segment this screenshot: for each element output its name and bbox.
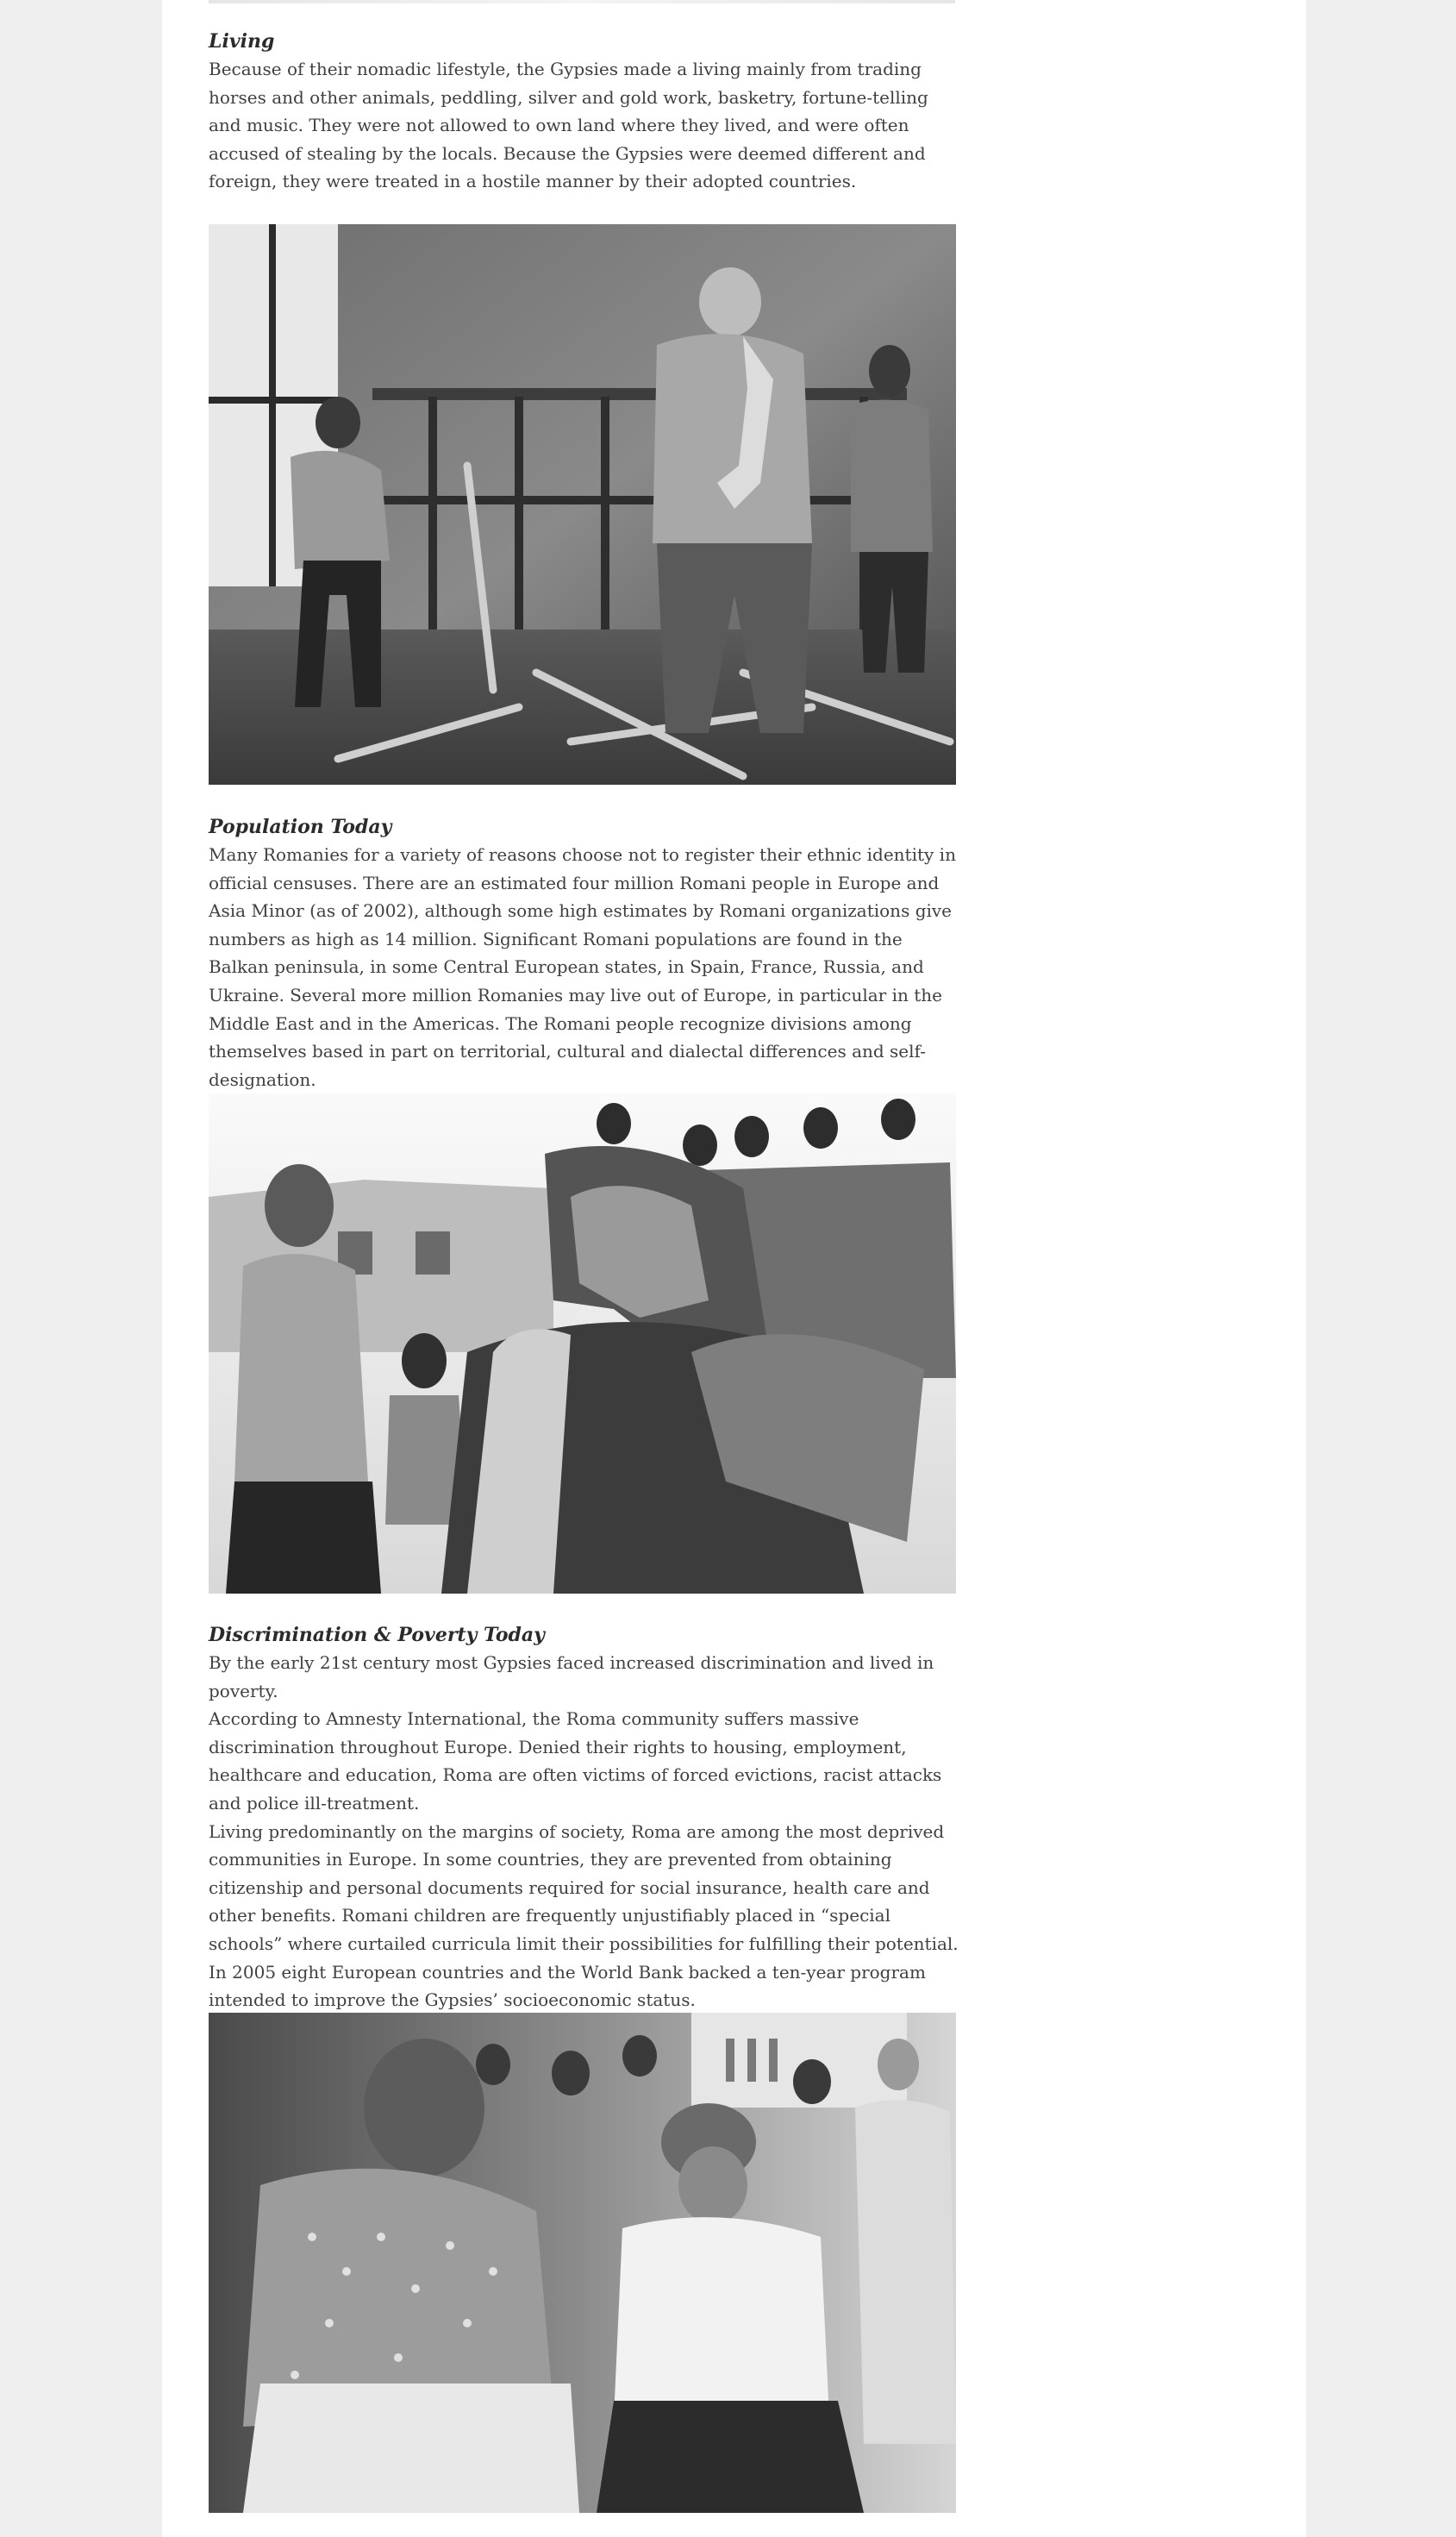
- section-body-living: Because of their nomadic lifestyle, the Gypsies made a living mainly from trading horses and other animals, peddling, silver and gold work, basketry, fortune-telling and music. They were not allowed to own land where they lived, and were often accused of stealing by the locals. Because the Gypsies were deemed different and foreign, they were treated in a hostile manner by their adopted countries.: [209, 59, 928, 192]
- section-paragraph-4: In 2005 eight European countries and the World Bank backed a ten-year program intended to improve the Gypsies’ socioeconomic status.: [209, 1961, 926, 2011]
- section-heading-discrimination-poverty: Discrimination & Poverty Today: [209, 1624, 545, 1646]
- top-divider: [209, 0, 955, 3]
- section-heading-population-today: Population Today: [209, 816, 392, 838]
- photo-saxophone-player: [209, 224, 956, 785]
- photo-women-embracing: [209, 1093, 956, 1594]
- section-paragraph-3: Living predominantly on the margins of society, Roma are among the most deprived communities in Europe. In some countries, they are prevented from obtaining citizenship and personal documents required for social insurance, health care and other benefits. Romani children are frequently unjustifiably placed in “special schools” where curtailed curricula limit their possibilities for fulfilling their potential.: [209, 1820, 959, 1954]
- section-discrimination-poverty: [209, 1621, 959, 2014]
- section-paragraph-1: By the early 21st century most Gypsies faced increased discrimination and lived in poverty.: [209, 1652, 934, 1701]
- section-body-population-today: Many Romanies for a variety of reasons choose not to register their ethnic identity in official censuses. There are an estimated four million Romani people in Europe and Asia Minor (as of 2002), although some high estimates by Romani organizations give numbers as high as 14 million. Significant Romani populations are found in the Balkan peninsula, in some Central European states, in Spain, France, Russia, and Ukraine. Several more million Romanies may live out of Europe, in particular in the Middle East and in the Americas. The Romani people recognize divisions among themselves based in part on territorial, cultural and dialectal differences and self-designation.: [209, 844, 956, 1090]
- section-heading-living: Living: [209, 30, 275, 53]
- section-paragraph-2: According to Amnesty International, the Roma community suffers massive discrimination throughout Europe. Denied their rights to housing, employment, healthcare and education, Roma are often victims of forced evictions, racist attacks and police ill-treatment.: [209, 1708, 942, 1813]
- photo-women-consoling: [209, 2013, 956, 2513]
- section-living: [209, 28, 959, 196]
- section-population-today: [209, 813, 959, 1093]
